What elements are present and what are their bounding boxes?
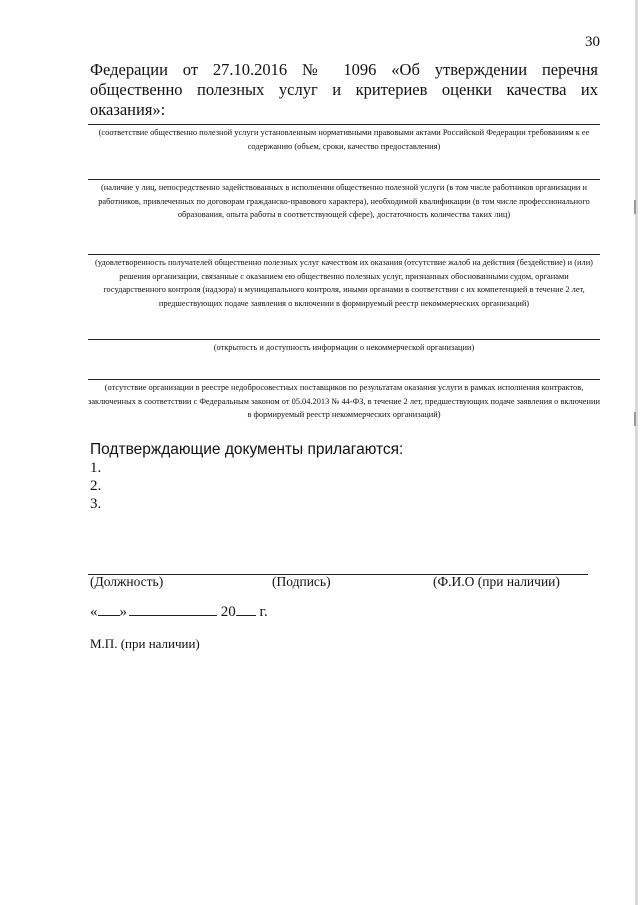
full-name-label: (Ф.И.О (при наличии) [433, 574, 560, 589]
fill-line[interactable] [88, 379, 600, 380]
page-number: 30 [585, 34, 600, 50]
page-edge [635, 0, 638, 905]
edge-mark [634, 412, 636, 426]
criterion-field-recipient-satisfaction[interactable] [88, 254, 600, 310]
fill-line[interactable] [88, 124, 600, 125]
attachment-item[interactable]: 2. [90, 478, 102, 494]
field-caption: (отсутствие организации в реестре недобросовестных поставщиков по результатам оказания услуги в рамках исполнения контрактов, заключенных в соответствии с Федеральным законом от 05.04.2013 № 44-ФЗ, в течение 2 лет, предшествующих подаче заявления о включении в формируемый реестр некоммерческих организаций) [88, 383, 600, 419]
day-blank[interactable] [98, 600, 120, 616]
date-row [90, 600, 268, 621]
date-open-quote: « [90, 604, 98, 620]
criterion-field-staff-qualification[interactable] [88, 179, 600, 222]
attachment-item[interactable]: 1. [90, 460, 102, 476]
field-caption: (соответствие общественно полезной услуги установленным нормативными правовыми актами Российской Федерации требованиям к ее содержанию (объем, сроки, качество предоставления) [98, 128, 590, 151]
fill-line[interactable] [88, 179, 600, 180]
year-suffix: г. [259, 604, 268, 620]
fill-line[interactable] [88, 339, 600, 340]
criterion-field-supplier-registry[interactable] [88, 379, 600, 422]
attachment-item[interactable]: 3. [90, 496, 102, 512]
date-close-quote: » [119, 604, 127, 620]
field-caption: (открытость и доступность информации о некоммерческой организации) [213, 343, 475, 352]
stamp-label: М.П. (при наличии) [90, 636, 200, 651]
intro-paragraph: Федерации от 27.10.2016 № 1096 «Об утверждении перечня общественно полезных услуг и критериев оценки качества их оказания»: [90, 60, 598, 119]
year-prefix: 20 [220, 604, 236, 620]
edge-mark [634, 200, 636, 214]
month-blank[interactable] [129, 600, 217, 616]
field-caption: (наличие у лиц, непосредственно задействованных в исполнении общественно полезной услуги (в том числе работников организации и работников, привлеченных по договорам гражданско-правового характера), необходимой квалификации (в том числе профессионального образования, опыта работы в соответствующей сфере), достаточность количества таких лиц) [98, 183, 590, 219]
position-label: (Должность) [90, 574, 164, 589]
fill-line[interactable] [88, 254, 600, 255]
criterion-field-service-content[interactable] [88, 124, 600, 153]
year-blank[interactable] [236, 600, 256, 616]
criterion-field-information-openness[interactable] [88, 339, 600, 355]
field-caption: (удовлетворенность получателей общественно полезных услуг качеством их оказания (отсутствие жалоб на действия (бездействие) и (или) решения организации, связанные с оказанием ею общественно полезных услуг, признанных обоснованными судом, органами государственного контроля (надзора) и муниципального контроля, иными органами в соответствии с их компетенцией в течение 2 лет, предшествующих подаче заявления о включении в формируемый реестр некоммерческих организаций) [95, 258, 593, 308]
attachments-list [90, 459, 101, 513]
signature-label: (Подпись) [272, 574, 331, 589]
attachments-title: Подтверждающие документы прилагаются: [90, 441, 404, 458]
